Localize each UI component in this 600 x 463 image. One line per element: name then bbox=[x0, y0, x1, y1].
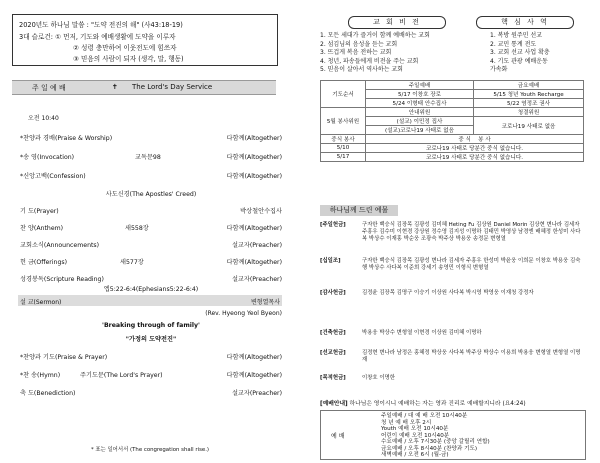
sermon-title-kr: "가정의 도약전진" bbox=[125, 336, 177, 343]
list-item: 수요예배 / 오후 7시30분 (중앙 갈릴리 연합) bbox=[381, 439, 490, 445]
duty-table: 기도순서 주일예배 금요예배 5/17 이창호 장로 5/15 청년 Youth Recharge 5/24 이형태 안수집사 5/22 염정조 권사 5월 봉사위원 안내위원 청결위원 (설교) 이민정 집사 코로나19 사태로 없음 (설교)코로나19 사태로 없음 중식 봉사 중 식 봉 사 5/10 코로나19 사태로 당분간 중식 없습니다. 5/17 코로나19 사태로 당분간 중식 없습니다. bbox=[320, 80, 584, 162]
banner-line-1: 2020년도 하나님 말씀 : "도약 전진의 해" (사43:18-19) bbox=[19, 21, 183, 29]
list-item: 2. 섬김님의 음성을 듣는 교회 bbox=[320, 40, 398, 48]
worship-title-kr: 주 일 예 배 bbox=[32, 84, 66, 92]
list-item: 어린이 예배 오전 10시40분 bbox=[381, 432, 450, 439]
order-item: 성경봉독(Scripture Reading) 설교자(Preacher) bbox=[20, 276, 282, 283]
list-item: 금요예배 / 오후 8시40분 (찬양과 기도) bbox=[381, 445, 478, 452]
row-label: 5월 봉사위원 bbox=[321, 108, 366, 135]
order-item: 축 도(Benediction) 설교자(Preacher) bbox=[20, 390, 282, 397]
schedule-label: 예 배 bbox=[331, 433, 345, 440]
vision-list bbox=[320, 32, 430, 75]
list-item: 5. 믿음이 살아서 역사하는 교회 bbox=[320, 66, 403, 73]
order-item: *송 영(Invocation) 교독문98 다함께(Altogether) bbox=[20, 154, 282, 161]
standing-note: * 표는 일어서서 (The congregation shall rise.) bbox=[90, 447, 210, 453]
list-item: 3. 교회 선교 사업 확충 bbox=[490, 49, 550, 56]
order-item: *찬 송(Hymn) 주기도문(The Lord's Prayer) 다함께(Altogether) bbox=[20, 372, 282, 379]
list-item: 3. 뜨겁게 복음 전하는 교회 bbox=[320, 49, 392, 56]
list-item: 주일예배 / 대 예 배 오전 10시40분 bbox=[381, 413, 468, 419]
order-item: 헌 금(Offerings) 새577장 다함께(Altogether) bbox=[20, 259, 282, 266]
list-item: 2. 교민 통계 전도 bbox=[490, 40, 537, 48]
mission-list bbox=[490, 32, 550, 75]
list-item: 4. 기도 관광 예배운동 bbox=[490, 57, 548, 65]
list-item: 청 년 예 배 오후 2시 bbox=[381, 419, 432, 426]
order-item: 찬 양(Anthem) 새558장 다함께(Altogether) bbox=[20, 225, 282, 232]
preacher-en: (Rev. Hyeong Yeol Byeon) bbox=[205, 310, 282, 317]
order-item: *신앙고백(Confession) 다함께(Altogether) bbox=[20, 173, 282, 180]
banner-line-4: ③ 믿음의 사람이 되자 (생각, 말, 행동) bbox=[73, 55, 184, 63]
year-banner bbox=[12, 14, 278, 66]
worship-title-bar bbox=[12, 80, 276, 95]
list-item: 가속화 bbox=[490, 66, 508, 73]
sermon-bar bbox=[18, 295, 282, 306]
order-item: 기 도(Prayer) 박상철안수집사 bbox=[20, 208, 282, 215]
creed: 사도신경(The Apostles' Creed) bbox=[105, 191, 197, 198]
verse: [예배안내] 하나님은 영이시니 예배하는 자는 영과 진리로 예배할지니라 (요4:24) bbox=[320, 401, 526, 407]
schedule-box bbox=[320, 410, 586, 460]
order-item: *찬양과 경배(Praise & Worship) 다함께(Altogether) bbox=[20, 135, 282, 142]
list-item: 새벽예배 / 오전 6시 (월-금) bbox=[381, 452, 449, 458]
worship-title-en: The Lord's Day Service bbox=[132, 83, 213, 91]
vision-title: 교 회 비 전 bbox=[348, 16, 446, 29]
scripture: 엡5:22-6:4(Ephesians5:22-6:4) bbox=[103, 286, 199, 293]
sermon-preacher: 변형열목사 bbox=[251, 299, 280, 306]
order-item: *찬양과 기도(Praise & Prayer) 다함께(Altogether) bbox=[20, 354, 282, 361]
list-item: 1. 복방 원주민 선교 bbox=[490, 32, 543, 39]
offering-title: 하나님께 드린 예물 bbox=[320, 205, 398, 216]
mission-title: 핵 심 사 역 bbox=[476, 16, 574, 29]
list-item: 4. 청년, 파송들에게 비전을 주는 교회 bbox=[320, 57, 419, 65]
sermon-title-en: 'Breaking through of family' bbox=[102, 322, 200, 329]
list-item: 1. 모든 세대가 즐거이 함께 예배하는 교회 bbox=[320, 32, 430, 39]
order-item: 교회소식(Announcements) 설교자(Preacher) bbox=[20, 242, 282, 249]
row-label: 기도순서 bbox=[321, 81, 366, 108]
sermon-label: 설 교(Sermon) bbox=[20, 299, 62, 306]
service-time: 오전 10:40 bbox=[28, 115, 59, 122]
list-item: Youth 예배 오전 10시40분 bbox=[381, 426, 449, 432]
cross-icon: ✝ bbox=[112, 83, 118, 91]
banner-line-3: ② 성령 충만하여 이웃전도에 힘쓰자 bbox=[73, 44, 177, 52]
banner-line-2: 3대 슬로건: ① 먼저, 기도와 예배생활에 도약을 이루자 bbox=[19, 33, 176, 41]
schedule-list bbox=[381, 413, 581, 459]
